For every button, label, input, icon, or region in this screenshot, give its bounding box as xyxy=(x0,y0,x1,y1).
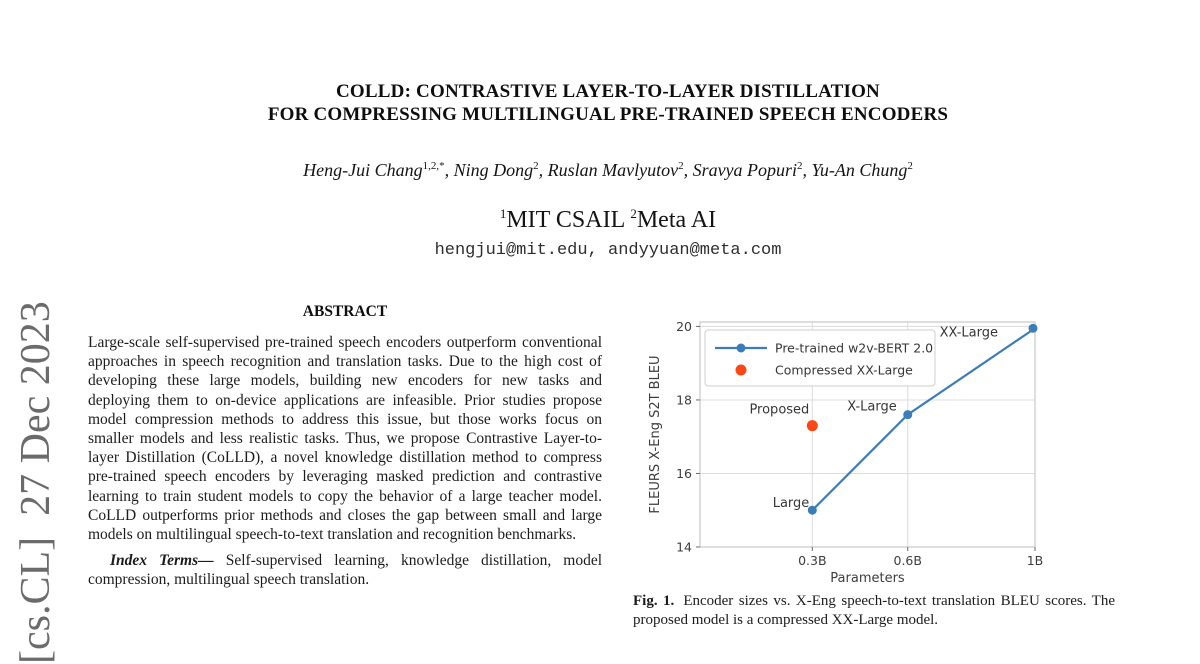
author-list xyxy=(16,158,1200,182)
figure-caption-text: Encoder sizes vs. X-Eng speech-to-text translation BLEU scores. The proposed model is a compressed XX-Large model. xyxy=(633,593,1115,628)
affiliation-1-label: MIT CSAIL xyxy=(506,207,631,233)
figure-1-caption xyxy=(633,592,1115,630)
x-axis-label: Parameters xyxy=(830,571,905,585)
title-line-2: FOR COMPRESSING MULTILINGUAL PRE-TRAINED SPEECH ENCODERS xyxy=(267,104,949,125)
author-separator: , xyxy=(444,160,454,180)
x-tick-label: 0.3B xyxy=(798,553,827,568)
chart-annotation: Proposed xyxy=(749,402,810,418)
legend-entry-label: Pre-trained w2v-BERT 2.0 xyxy=(775,340,934,356)
index-terms-text: Self-supervised learning, knowledge distillation, model compression, multilingual speech translation. xyxy=(88,552,603,589)
affiliation-1-marker: 1 xyxy=(499,206,507,221)
legend-marker xyxy=(736,365,747,376)
figure-1-chart xyxy=(633,305,1115,585)
index-terms xyxy=(88,551,602,589)
legend-entry-label: Compressed XX-Large xyxy=(775,362,913,378)
author-4: Sravya Popuri$^2$, xyxy=(692,160,812,180)
legend-marker xyxy=(737,344,746,353)
data-point-marker xyxy=(903,410,912,419)
paper-title xyxy=(16,80,1200,126)
affiliation-2-marker: 2 xyxy=(630,206,637,221)
y-tick-label: 14 xyxy=(676,539,692,555)
data-point-marker xyxy=(1029,324,1038,333)
chart-annotation: XX-Large xyxy=(939,325,998,341)
author-5-affil-marker: 2 xyxy=(907,160,913,172)
abstract-text: Large-scale self-supervised pre-trained speech encoders outperform conventional approaches in speech recognition and translation tasks. Due to the high cost of developing these large models, building new encoders for new tasks and deploying them to on-device applications are infeasible. Prior studies propose model compression methods to address this issue, but those works focus on smaller models and less realistic tasks. Thus, we propose Contrastive Layer-to-layer Distillation (CoLLD), a novel knowledge distillation method to compress pre-trained speech encoders by leveraging masked prediction and contrastive learning to train student models to copy the behavior of a large teacher model. CoLLD outperforms prior methods and closes the gap between small and large models on multilingual speech-to-text translation and recognition benchmarks. xyxy=(88,334,602,544)
paper-header xyxy=(16,80,1200,261)
author-separator: , xyxy=(538,160,548,180)
chart-annotation: Large xyxy=(772,496,810,512)
author-3: Ruslan Mavlyutov$^2$, xyxy=(547,160,693,180)
y-tick-label: 18 xyxy=(676,392,692,408)
abstract-heading: ABSTRACT xyxy=(302,303,388,320)
x-tick-label: 1B xyxy=(1026,553,1044,568)
author-1-affil-marker: 1,2,* xyxy=(422,160,445,172)
legend-box xyxy=(705,330,935,386)
author-2-affil-marker: 2 xyxy=(533,160,539,172)
left-column xyxy=(88,303,602,590)
author-separator: , xyxy=(802,160,812,180)
y-axis-label: FLEURS X-Eng S2T BLEU xyxy=(648,355,663,514)
chart-annotation: X-Large xyxy=(847,399,897,415)
index-terms-label: Index Terms— xyxy=(110,552,214,570)
author-2: Ning Dong$^2$, xyxy=(453,160,548,180)
title-line-1: COLLD: CONTRASTIVE LAYER-TO-LAYER DISTILLATION xyxy=(336,81,880,102)
affiliation-2-label: Meta AI xyxy=(636,207,717,233)
arxiv-stamp: [cs.CL] 27 Dec 2023 xyxy=(13,301,59,664)
y-tick-label: 20 xyxy=(676,318,692,334)
data-point-marker xyxy=(807,420,818,431)
figure-caption-label: Fig. 1. xyxy=(633,593,675,609)
right-column xyxy=(633,305,1115,630)
author-3-affil-marker: 2 xyxy=(678,160,684,172)
affiliations xyxy=(16,206,1200,234)
x-tick-label: 0.6B xyxy=(893,553,922,568)
author-5: Yu-An Chung$^2$ xyxy=(811,160,913,180)
y-tick-label: 16 xyxy=(676,465,692,481)
author-1: Heng-Jui Chang$^{1,2,*}$, xyxy=(303,160,454,180)
author-separator: , xyxy=(683,160,693,180)
author-emails: hengjui@mit.edu, andyyuan@meta.com xyxy=(434,241,782,260)
author-4-affil-marker: 2 xyxy=(797,160,803,172)
